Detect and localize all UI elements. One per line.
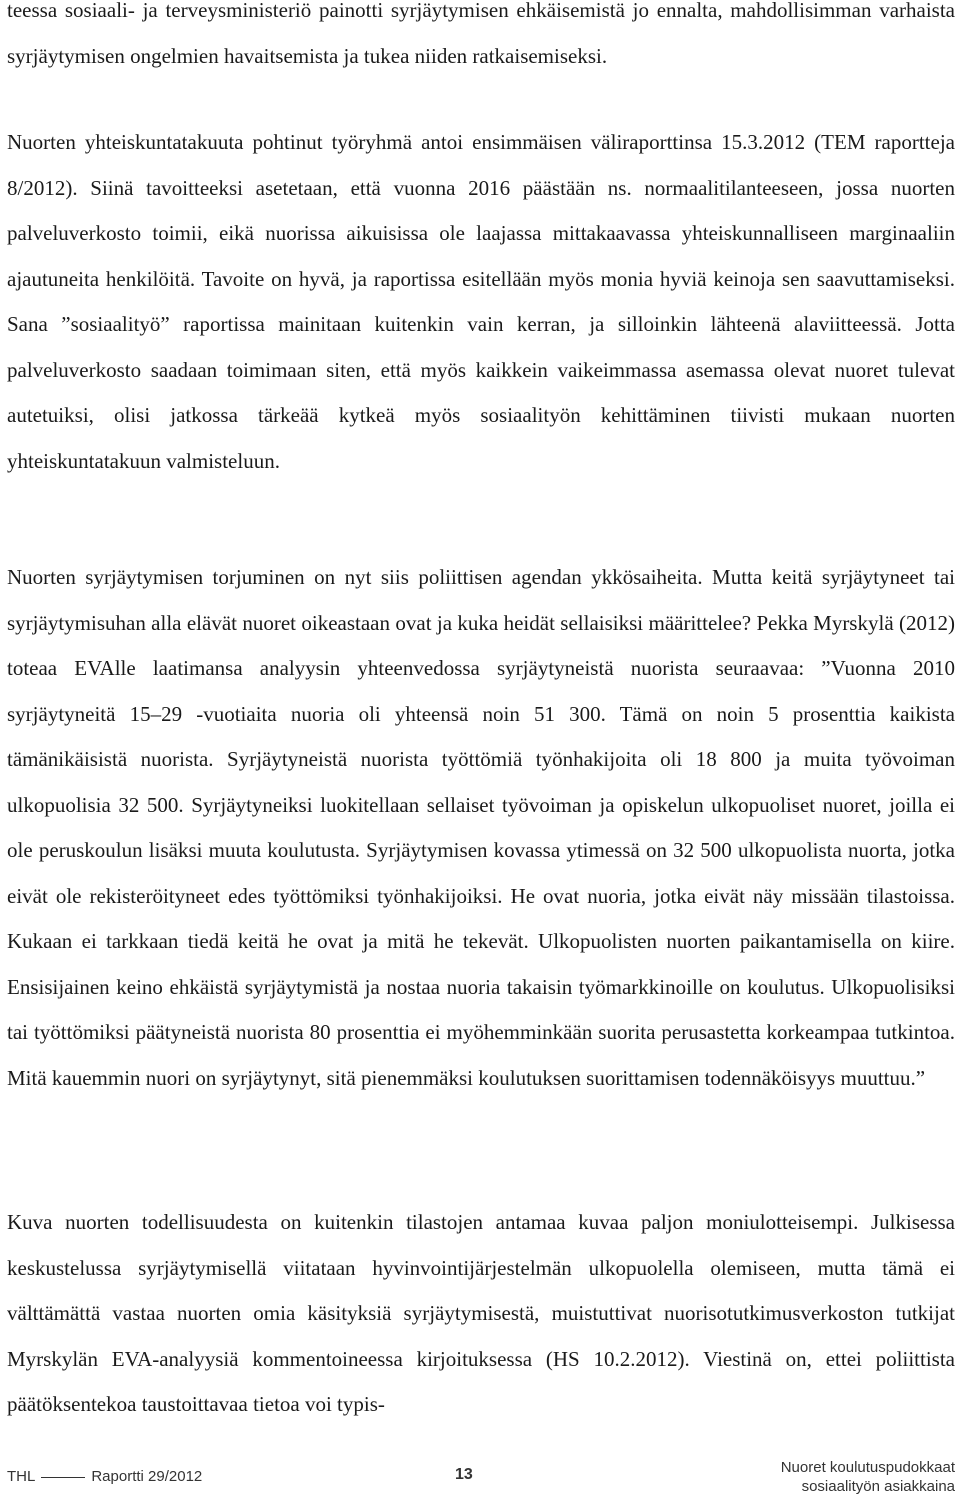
footer-title-line-2: sosiaalityön asiakkaina <box>801 1478 955 1495</box>
footer-publication-title <box>781 1458 955 1496</box>
footer-publisher: THL <box>7 1468 36 1485</box>
footer-separator-line <box>41 1477 85 1478</box>
footer-title-line-1: Nuoret koulutuspudokkaat <box>780 1459 955 1476</box>
footer-report: Raportti 29/2012 <box>91 1468 203 1485</box>
paragraph-3: Nuorten syrjäytymisen torjuminen on nyt siis poliittisen agendan ykkösaiheita. Mutta keitä syrjäytyneet tai syrjäytymisuhan alla elävät nuoret oikeastaan ovat ja kuka heidät sellaisiksi määrittelee? Pekka Myrskylä (2012) toteaa EVAlle laatimansa analyysin yhteenvedossa syrjäytyneistä nuorista seuraavaa: ”Vuonna 2010 syrjäytyneitä 15–29 -vuotiaita nuoria oli yhteensä noin 51 300. Tämä on noin 5 prosenttia kaikista tämänikäisistä nuorista. Syrjäytyneistä nuorista työttömiä työnhakijoita oli 18 800 ja muita työvoiman ulkopuolisia 32 500. Syrjäytyneiksi luokitellaan sellaiset työvoiman ja opiskelun ulkopuoliset nuoret, joilla ei ole peruskoulun lisäksi muuta koulutusta. Syrjäytymisen kovassa ytimessä on 32 500 ulkopuolista nuorta, jotka eivät ole rekisteröityneet edes työttömiksi työnhakijoiksi. He ovat nuoria, jotka eivät näy missään tilastoissa. Kukaan ei tarkkaan tiedä keitä he ovat ja mitä he tekevät. Ulkopuolisten nuorten paikantamisella on kiire. Ensisijainen keino ehkäistä syrjäytymistä ja nostaa nuoria takaisin työmarkkinoille on koulutus. Ulkopuolisiksi tai työttömiksi päätyneistä nuorista 80 prosenttia ei myöhemminkään suorita perusastetta korkeampaa tutkintoa. Mitä kauemmin nuori on syrjäytynyt, sitä pienemmäksi koulutuksen suorittamisen todennäköisyys muuttuu.” <box>7 565 955 1090</box>
page-number: 13 <box>455 1466 473 1483</box>
paragraph-1: teessa sosiaali- ja terveysministeriö painotti syrjäytymisen ehkäisemistä jo ennalta, mahdollisimman varhaista syrjäytymisen ongelmien havaitsemista ja tukea niiden ratkaisemiseksi. <box>7 0 955 68</box>
paragraph-2: Nuorten yhteiskuntatakuuta pohtinut työryhmä antoi ensimmäisen väliraporttinsa 15.3.2012 (TEM raportteja 8/2012). Siinä tavoitteeksi asetetaan, että vuonna 2016 päästään ns. normaalitilanteeseen, jossa nuorten palveluverkosto toimii, eikä nuorissa aikuisissa ole laajassa mittakaavassa yhteiskunnalliseen marginaaliin ajautuneita henkilöitä. Tavoite on hyvä, ja raportissa esitellään myös monia hyviä keinoja sen saavuttamiseksi. Sana ”sosiaalityö” raportissa mainitaan kuitenkin vain kerran, ja silloinkin lähteenä alaviitteessä. Jotta palveluverkosto saadaan toimimaan siten, että myös kaikkein vaikeimmassa asemassa olevat nuoret tulevat autetuiksi, olisi jatkossa tärkeää kytkeä myös sosiaalityön kehittäminen tiivisti mukaan nuorten yhteiskuntatakuun valmisteluun. <box>7 130 955 473</box>
footer-report-info <box>7 1468 202 1485</box>
page-footer <box>0 1455 960 1501</box>
paragraph-4: Kuva nuorten todellisuudesta on kuitenkin tilastojen antamaa kuvaa paljon moniulotteisempi. Julkisessa keskustelussa syrjäytymisellä viitataan hyvinvointijärjestelmän ulkopuolella olemiseen, mutta tämä ei välttämättä vastaa nuorten omia käsityksiä syrjäytymisestä, muistuttivat nuorisotutkimusverkoston tutkijat Myrskylän EVA-analyysiä kommentoineessa kirjoituksessa (HS 10.2.2012). Viestinä on, ettei poliittista päätöksentekoa taustoittavaa tietoa voi typis- <box>7 1210 955 1416</box>
